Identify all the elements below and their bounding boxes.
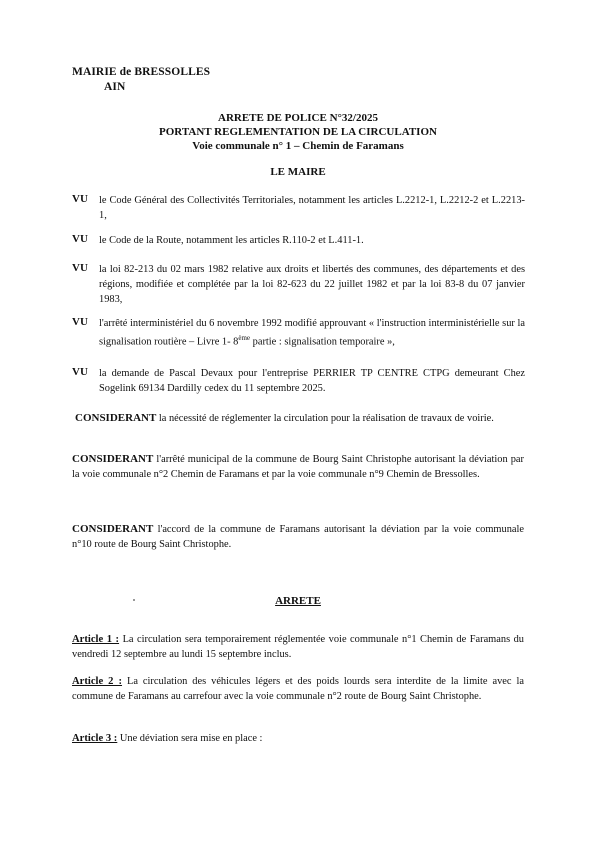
considerant-2 [72,452,524,482]
vu-text-5: la demande de Pascal Devaux pour l'entreprise PERRIER TP CENTRE CTPG demeurant Chez Sogelink 69134 Dardilly cedex du 11 septembre 2025. [99,368,525,394]
article-label: Article 2 : [72,676,123,687]
article-text-2: La circulation des véhicules légers et des poids lourds sera interdite de la limite avec la commune de Faramans au carrefour avec la voie communale n°2 route de Bourg Saint Christophe. [72,676,524,702]
vu-text-4-sup: ème [238,334,251,342]
department-name: AIN [104,81,126,93]
article-3 [72,731,524,746]
considerant-text-1: la nécessité de réglementer la circulation pour la réalisation de travaux de voirie. [156,413,494,424]
considerant-label: CONSIDERANT [75,412,157,424]
article-2 [72,674,524,704]
article-label: Article 1 : [72,634,120,645]
vu-text-4-part1: l'arrêté interministériel du 6 novembre 1992 modifié approuvant « l'instruction interministérielle sur la signalisation routière – Livre 1- 8 [99,318,525,348]
considerant-text-2: l'arrêté municipal de la commune de Bourg Saint Christophe autorisant la déviation par la voie communale n°2 Chemin de Faramans et par la voie communale n°9 Chemin de Bressolles. [72,454,524,480]
authority-heading: LE MAIRE [270,166,326,178]
considerant-label: CONSIDERANT [72,453,154,465]
article-text-1: La circulation sera temporairement réglementée voie communale n°1 Chemin de Faramans du vendredi 12 septembre au lundi 15 septembre inclus. [72,634,524,660]
article-text-3: Une déviation sera mise en place : [117,733,263,744]
considerant-label: CONSIDERANT [72,523,154,535]
considerant-1 [75,411,525,426]
vu-text-2: le Code de la Route, notamment les articles R.110-2 et L.411-1. [99,235,364,246]
considerant-text-3: l'accord de la commune de Faramans autorisant la déviation par la voie communale n°10 route de Bourg Saint Christophe. [72,524,524,550]
vu-text-3: la loi 82-213 du 02 mars 1982 relative aux droits et libertés des communes, des départements et des régions, modifiée et complétée par la loi 82-623 du 22 juillet 1982 et par la loi 83-8 du 07 janvier 1983, [99,264,525,305]
vu-label: VU [72,193,88,205]
decree-subject: PORTANT REGLEMENTATION DE LA CIRCULATION [159,126,437,138]
considerant-3 [72,522,524,552]
vu-text-1: le Code Général des Collectivités Territoriales, notamment les articles L.2212-1, L.2212-2 et L.2213-1, [99,195,525,221]
article-label: Article 3 : [72,733,118,744]
vu-label: VU [72,316,88,328]
decree-number: ARRETE DE POLICE N°32/2025 [218,112,378,124]
arrete-heading: ARRETE [275,595,321,607]
vu-label: VU [72,262,88,274]
vu-label: VU [72,366,88,378]
vu-text-4 [99,316,525,349]
article-1 [72,632,524,662]
decree-road: Voie communale n° 1 – Chemin de Faramans [192,140,404,152]
vu-text-4-part2: partie : signalisation temporaire », [250,336,395,348]
vu-label: VU [72,233,88,245]
mairie-name: MAIRIE de BRESSOLLES [72,66,211,78]
